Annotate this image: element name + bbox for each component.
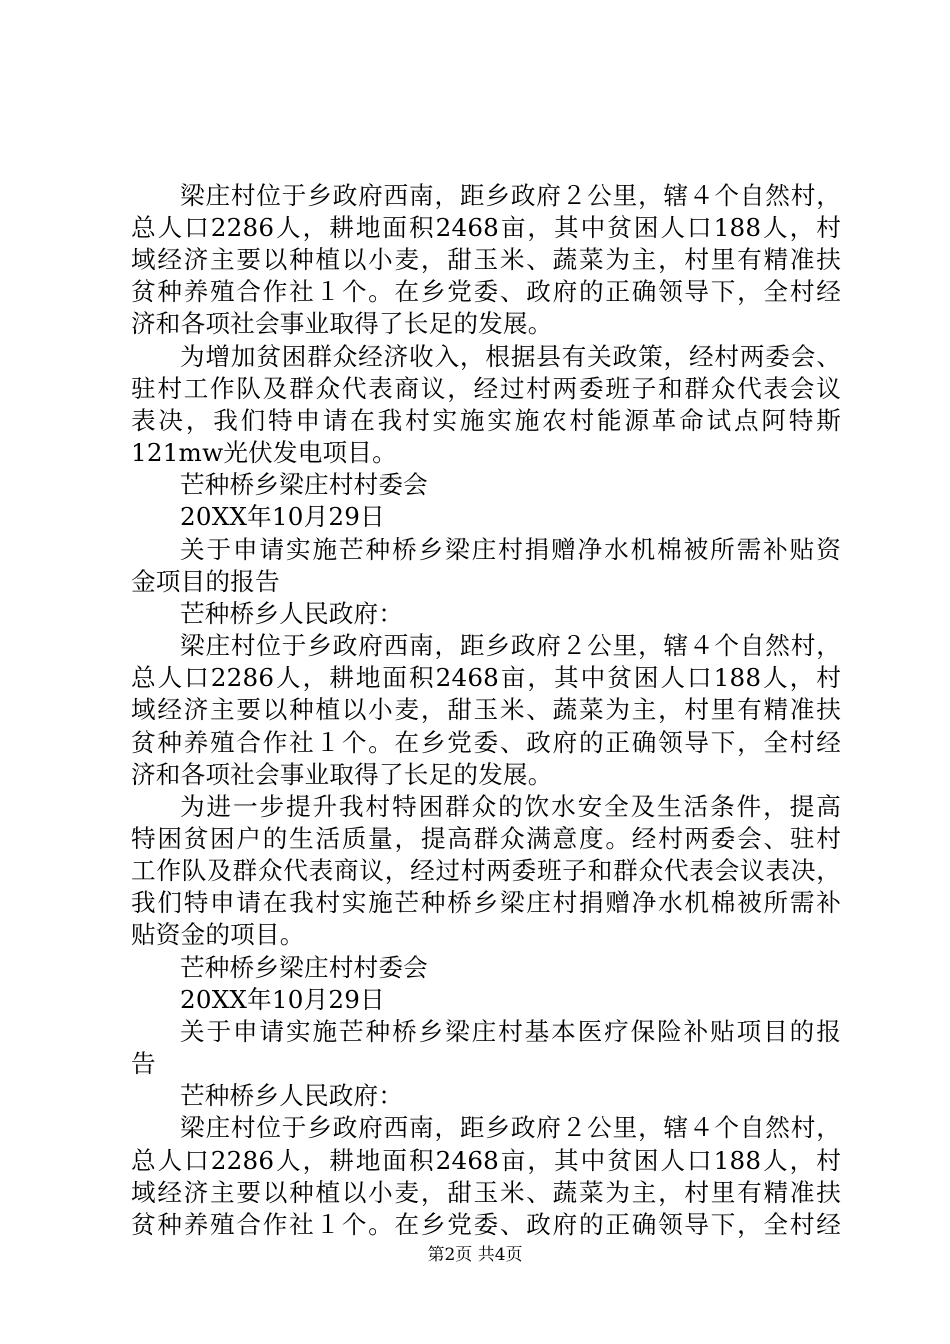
text-line: 贫种养殖合作社１个。在乡党委、政府的正确领导下，全村经 (131, 728, 841, 757)
text-line: 为进一步提升我村特困群众的饮水安全及生活条件，提高 (180, 792, 841, 821)
text-line: 济和各项社会事业取得了长足的发展。 (131, 309, 553, 338)
text-line: 驻村工作队及群众代表商议，经过村两委班子和群众代表会议 (131, 374, 841, 403)
text-line: 梁庄村位于乡政府西南，距乡政府２公里，辖４个自然村， (180, 1113, 841, 1142)
text-line: 梁庄村位于乡政府西南，距乡政府２公里，辖４个自然村， (180, 181, 841, 210)
text-line: 为增加贫困群众经济收入，根据县有关政策，经村两委会、 (180, 342, 841, 371)
text-line: 工作队及群众代表商议，经过村两委班子和群众代表会议表决， (131, 856, 841, 885)
page-number: 第2页 共4页 (427, 1245, 523, 1265)
addressee-line: 芒种桥乡人民政府： (180, 1081, 404, 1110)
text-line: 总人口2286人，耕地面积2468亩，其中贫困人口188人，村 (131, 663, 841, 692)
text-line: 域经济主要以种植以小麦，甜玉米、蔬菜为主，村里有精准扶 (131, 1178, 841, 1207)
date-line: 20XX年10月29日 (180, 502, 385, 531)
text-line: 贫种养殖合作社１个。在乡党委、政府的正确领导下，全村经 (131, 277, 841, 306)
report-title: 关于申请实施芒种桥乡梁庄村基本医疗保险补贴项目的报 (180, 1017, 841, 1046)
text-line: 总人口2286人，耕地面积2468亩，其中贫困人口188人，村 (131, 1146, 841, 1175)
text-line: 总人口2286人，耕地面积2468亩，其中贫困人口188人，村 (131, 213, 841, 242)
text-line: 贴资金的项目。 (131, 920, 305, 949)
text-line: 表决，我们特申请在我村实施实施农村能源革命试点阿特斯 (131, 406, 841, 435)
text-line: 贫种养殖合作社１个。在乡党委、政府的正确领导下，全村经 (131, 1210, 841, 1239)
text-line: 我们特申请在我村实施芒种桥乡梁庄村捐赠净水机棉被所需补 (131, 888, 841, 917)
signature-line: 芒种桥乡梁庄村村委会 (180, 470, 428, 499)
text-line: 域经济主要以种植以小麦，甜玉米、蔬菜为主，村里有精准扶 (131, 245, 841, 274)
signature-line: 芒种桥乡梁庄村村委会 (180, 953, 428, 982)
report-title: 金项目的报告 (131, 567, 280, 596)
report-title: 关于申请实施芒种桥乡梁庄村捐赠净水机棉被所需补贴资 (180, 535, 841, 564)
addressee-line: 芒种桥乡人民政府： (180, 599, 404, 628)
report-title: 告 (131, 1049, 156, 1078)
text-line: 济和各项社会事业取得了长足的发展。 (131, 760, 553, 789)
text-line: 121mw光伏发电项目。 (131, 438, 397, 467)
text-line: 域经济主要以种植以小麦，甜玉米、蔬菜为主，村里有精准扶 (131, 695, 841, 724)
date-line: 20XX年10月29日 (180, 985, 385, 1014)
text-line: 特困贫困户的生活质量，提高群众满意度。经村两委会、驻村 (131, 824, 841, 853)
text-line: 梁庄村位于乡政府西南，距乡政府２公里，辖４个自然村， (180, 631, 841, 660)
